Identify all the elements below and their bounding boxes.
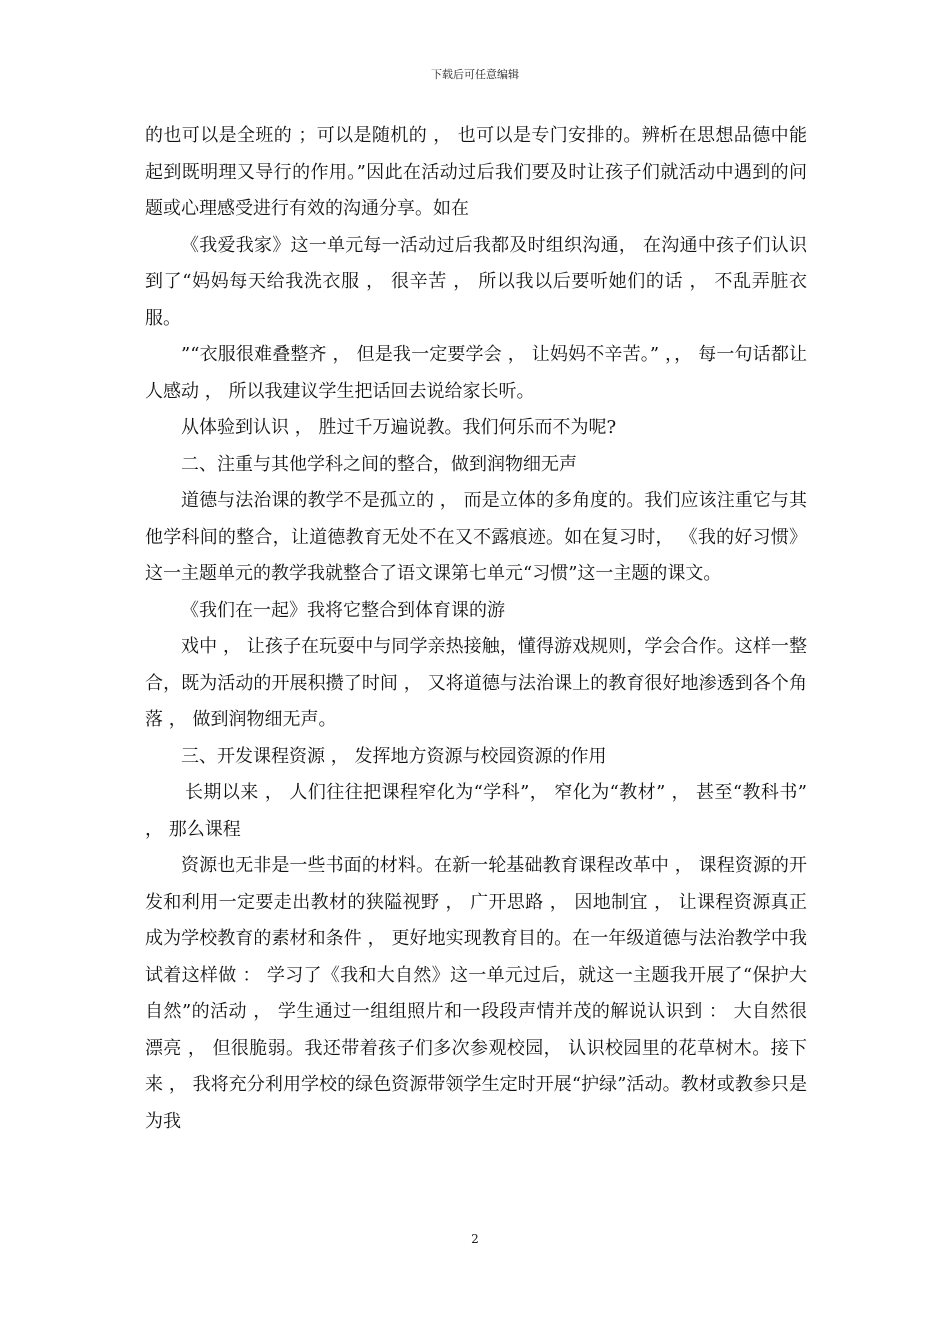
- section-heading-2: 二、注重与其他学科之间的整合，做到润物细无声: [181, 453, 577, 475]
- paragraph-7: 戏中 ， 让孩子在玩耍中与同学亲热接触，懂得游戏规则，学会合作。这样一整合，既为活动的开展积攒了时间 ， 又将道德与法治课上的教育很好地渗透到各个角落 ， 做到润物细无声。: [145, 636, 807, 730]
- page-header: 下载后可任意编辑: [431, 68, 519, 81]
- paragraph-4: 从体验到认识 ， 胜过千万遍说教。我们何乐而不为呢?: [181, 417, 617, 438]
- paragraph-1: 的也可以是全班的 ；可以是随机的 ， 也可以是专门安排的。辨析在思想品德中能起到既明理又导行的作用。”因此在活动过后我们要及时让孩子们就活动中遇到的问题或心理感受进行有效的沟通分享。如在: [145, 125, 807, 219]
- page-number: 2: [471, 1232, 479, 1246]
- paragraph-8: 长期以来 ， 人们往往把课程窄化为“学科”， 窄化为“教材” ， 甚至“教科书” ， 那么课程: [145, 782, 807, 840]
- section-heading-3: 三、开发课程资源 ， 发挥地方资源与校园资源的作用: [181, 745, 607, 767]
- paragraph-3: ”“衣服很难叠整齐 ， 但是我一定要学会 ， 让妈妈不辛苦。” ，， 每一句话都让人感动 ， 所以我建议学生把话回去说给家长听。: [145, 344, 807, 402]
- document-body: [145, 118, 807, 1140]
- paragraph-2: 《我爱我家》这一单元每一活动过后我都及时组织沟通， 在沟通中孩子们认识到了“妈妈每天给我洗衣服 ， 很辛苦 ， 所以我以后要听她们的话 ， 不乱弄脏衣服。: [145, 234, 807, 329]
- paragraph-9: 资源也无非是一些书面的材料。在新一轮基础教育课程改革中 ， 课程资源的开发和利用一定要走出教材的狭隘视野 ， 广开思路 ， 因地制宜 ， 让课程资源真正成为学校教育的素材和条件 ， 更好地实现教育目的。在一年级道德与法治教学中我试着这样做 ： 学习了《我和大自然》这一单元过后，就这一主题我开展了“保护大自然”的活动 ， 学生通过一组组照片和一段段声情并茂的解说认识到 ： 大自然很漂亮 ， 但很脆弱。我还带着孩子们多次参观校园， 认识校园里的花草树木。接下来 ， 我将充分利用学校的绿色资源带领学生定时开展“护绿”活动。教材或教参只是为我: [145, 855, 807, 1132]
- paragraph-6: 《我们在一起》我将它整合到体育课的游: [181, 599, 505, 621]
- paragraph-5: 道德与法治课的教学不是孤立的 ， 而是立体的多角度的。我们应该注重它与其他学科间的整合，让道德教育无处不在又不露痕迹。如在复习时， 《我的好习惯》这一主题单元的教学我就整合了语文课第七单元“习惯”这一主题的课文。: [145, 490, 807, 584]
